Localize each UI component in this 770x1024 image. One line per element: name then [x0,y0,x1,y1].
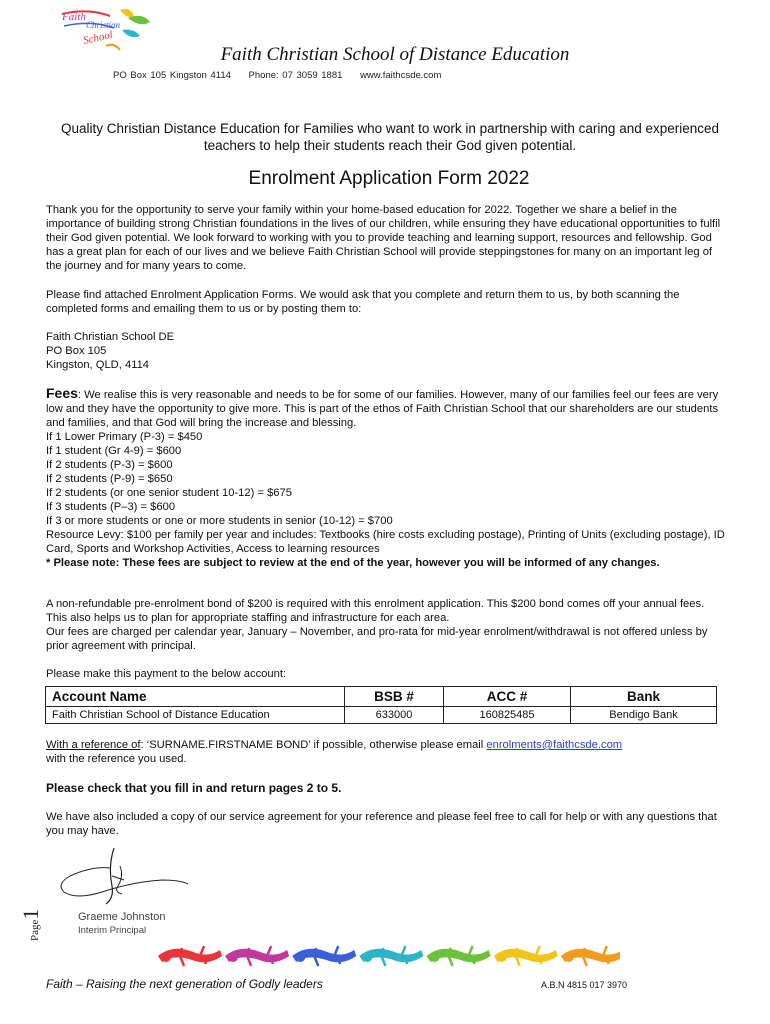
signature [52,846,192,914]
reference-paragraph [46,738,726,766]
table-header-row [46,687,717,707]
svg-text:School: School [82,28,114,47]
attached-paragraph [46,288,726,316]
mailing-address [46,330,726,372]
phone: Phone: 07 3059 1881 [248,70,343,81]
form-title: Enrolment Application Form 2022 [248,168,530,189]
footer-motto: Faith – Raising the next generation of Godly leaders [46,977,323,991]
intro-text: Thank you for the opportunity to serve your family within your home-based education for 2022. Together we share a belief in the importance of building strong Christian foundations in the lives of our children, while ensuring they have educational opportunities to fulfil their God given potential. We look forward to working with you to provide teaching and learning support, resources and fellowship. God has a great plan for each of our lives and we believe Faith Christian School will provide steppingstones for many on an important leg of the journey and for many years to come. [46,204,721,272]
page-label: Page [29,919,41,941]
svg-text:Christian: Christian [86,20,121,30]
lizard-head [497,952,507,962]
tagline: Quality Christian Distance Education for Families who want to work in partnership with caring and experienced teachers to help their students reach their God given potential. [60,121,720,153]
payment-intro: Please make this payment to the below account: [46,668,287,680]
bsb-cell: 633000 [345,707,444,724]
email-link[interactable]: enrolments@faithcsde.com [486,739,623,751]
fee-rate: If 2 students (P-3) = $600 [46,459,173,471]
fee-rate: If 3 students (P–3) = $600 [46,501,176,513]
school-name: Faith Christian School of Distance Education [220,44,570,65]
fee-rate: If 2 students (P-9) = $650 [46,473,173,485]
footer-abn: A.B.N 4815 017 3970 [541,980,628,990]
bank-cell: Bendigo Bank [571,707,717,724]
signer-name: Graeme Johnston [78,911,166,923]
fees-section [46,386,726,570]
page-number [18,881,50,941]
acc-cell: 160825485 [444,707,571,724]
lizard-head [295,952,305,962]
bond-text: A non-refundable pre-enrolment bond of $200 is required with this enrolment application. This $200 bond comes off your annual fees. This also helps us to plan for appropriate staffing and infrastructure for each area. [46,598,705,624]
contact-line [113,70,455,81]
attached-text: Please find attached Enrolment Application Forms. We would ask that you complete and return them to us, by both scanning the completed forms and emailing them to us or by posting them to: [46,289,680,315]
address-line: Faith Christian School DE [46,331,175,343]
lizard-head [161,952,171,962]
account-name-cell: Faith Christian School of Distance Education [46,707,345,724]
table-row [46,707,717,724]
reference-text: : ‘SURNAME.FIRSTNAME BOND’ if possible, otherwise please email [140,739,487,751]
lizard-head [362,952,372,962]
fee-rate: If 1 student (Gr 4-9) = $600 [46,445,182,457]
page-digit: 1 [18,908,43,920]
bond-section [46,597,726,653]
check-pages-note: Please check that you fill in and return pages 2 to 5. [46,781,342,795]
fees-intro-text: : We realise this is very reasonable and needs to be for some of our families. However, many of our families feel our fees are very low and they have the opportunity to give more. This is part of the ethos of Faith Christian School that our shareholders are our students and families, and that God will bring the increase and blessing. [46,389,719,429]
reference-tail: with the reference you used. [46,753,187,765]
svg-text:Faith: Faith [62,11,86,23]
signer-block [78,911,165,937]
column-header: Account Name [46,687,345,707]
signer-role: Interim Principal [78,925,147,936]
address-line: Kingston, QLD, 4114 [46,359,150,371]
service-agreement-paragraph: We have also included a copy of our service agreement for your reference and please feel free to call for help or with any questions that you may have. [46,811,717,837]
intro-paragraph [46,203,726,273]
column-header: Bank [571,687,717,707]
reference-lead: With a reference of [46,739,141,751]
po-box: PO Box 105 Kingston 4114 [113,70,231,81]
column-header: BSB # [345,687,444,707]
fee-rate: If 1 Lower Primary (P-3) = $450 [46,431,203,443]
lizard-head [564,952,574,962]
lizards-decoration [150,938,620,972]
resource-levy: Resource Levy: $100 per family per year and includes: Textbooks (hire costs excluding postage), Printing of Units (excluding postage), ID Card, Sports and Workshop Activities, Access to learning resources [46,529,725,555]
account-table [45,686,717,724]
fees-note: * Please note: These fees are subject to review at the end of the year, however you will be informed of any changes. [46,557,660,569]
fees-charging-text: Our fees are charged per calendar year, January – November, and pro-rata for mid-year enrolment/withdrawal is not offered unless by prior agreement with principal. [46,626,708,652]
website[interactable]: www.faithcsde.com [360,70,442,81]
column-header: ACC # [444,687,571,707]
lizard-head [228,952,238,962]
fees-intro [46,386,726,430]
lizard-head [430,952,440,962]
address-line: PO Box 105 [46,345,107,357]
fee-rate: If 3 or more students or one or more students in senior (10-12) = $700 [46,515,393,527]
fees-label: Fees [46,385,78,401]
fee-rate: If 2 students (or one senior student 10-12) = $675 [46,487,292,499]
